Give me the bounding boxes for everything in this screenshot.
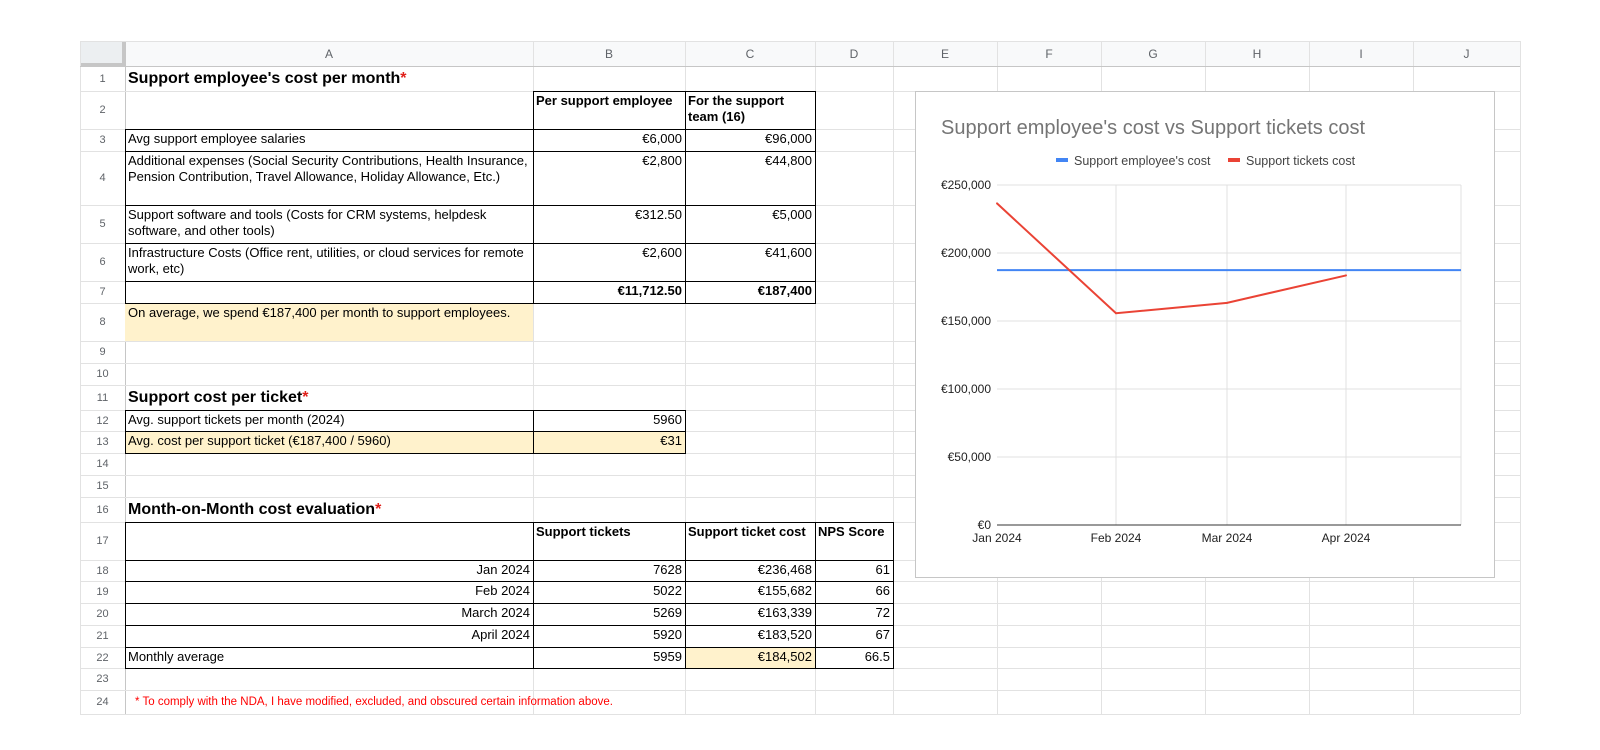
col-header-a[interactable]: A: [324, 46, 333, 61]
row-header-22[interactable]: 22: [96, 651, 109, 664]
cost-apr[interactable]: €183,520: [757, 627, 812, 642]
footnote-asterisk: *: [135, 696, 140, 708]
x-tick-label: Apr 2024: [1321, 531, 1371, 545]
section3-title-text: Month-on-Month cost evaluation: [128, 501, 376, 518]
row-header-5[interactable]: 5: [99, 218, 106, 230]
col-header-g[interactable]: G: [1148, 46, 1158, 61]
row-header-24[interactable]: 24: [96, 696, 109, 708]
avg-cost-per-ticket-label[interactable]: Avg. cost per support ticket (€187,400 / 5960): [128, 433, 391, 448]
monthly-average-nps[interactable]: 66.5: [864, 649, 890, 664]
border-h: [125, 581, 894, 582]
series-line-tickets-cost: [997, 203, 1346, 313]
section2-title-text: Support cost per ticket: [128, 389, 303, 406]
tickets-jan[interactable]: 7628: [653, 562, 682, 577]
border-v: [125, 410, 126, 453]
header-support-tickets[interactable]: Support tickets: [536, 524, 631, 539]
row-header-15[interactable]: 15: [96, 480, 109, 492]
legend-swatch-tickets: [1228, 158, 1240, 162]
border-h: [125, 281, 816, 282]
row-header-13[interactable]: 13: [96, 436, 109, 448]
col-header-h[interactable]: H: [1252, 46, 1262, 61]
border-v: [533, 522, 534, 668]
avg-tickets-label[interactable]: Avg. support tickets per month (2024): [128, 412, 345, 427]
border-h: [125, 303, 816, 304]
row-header-9[interactable]: 9: [99, 346, 106, 358]
chart-legend: [1056, 154, 1356, 168]
grid-col-line: [1520, 41, 1521, 714]
legend-swatch-employee: [1056, 158, 1068, 162]
border-h: [125, 453, 686, 454]
tickets-apr[interactable]: 5920: [653, 627, 682, 642]
x-tick-label: Feb 2024: [1090, 531, 1142, 545]
y-tick-label: €0: [977, 518, 991, 532]
x-tick-label: Mar 2024: [1201, 531, 1253, 545]
row-header-16[interactable]: 16: [96, 503, 109, 516]
cost-mar[interactable]: €163,339: [757, 605, 812, 620]
additional-expenses-per-employee[interactable]: €2,800: [642, 153, 682, 168]
section1-asterisk: *: [400, 70, 407, 87]
row-header-14[interactable]: 14: [96, 458, 109, 470]
infrastructure-per-employee[interactable]: €2,600: [642, 245, 682, 260]
row-header-12[interactable]: 12: [96, 414, 109, 427]
border-h: [125, 243, 816, 244]
additional-expenses-label[interactable]: Additional expenses (Social Security Contributions, Health Insurance, Pension Contribution, Travel Allowance, Holiday Allowance, Etc.): [128, 153, 528, 184]
col-header-i[interactable]: I: [1359, 46, 1363, 61]
data-point-tickets-cost: [1226, 302, 1228, 304]
border-h: [533, 91, 816, 92]
infrastructure-team[interactable]: €41,600: [765, 245, 812, 260]
nps-apr[interactable]: 67: [875, 627, 890, 642]
row-header-6[interactable]: 6: [99, 256, 106, 268]
select-all-corner[interactable]: [80, 41, 125, 66]
chart-plot-area: [941, 178, 1461, 545]
legend-label-employee: Support employee's cost: [1074, 154, 1211, 168]
border-h: [125, 560, 894, 561]
salaries-team[interactable]: €96,000: [765, 131, 812, 146]
border-h: [125, 603, 894, 604]
row-header-20[interactable]: 20: [96, 608, 109, 620]
border-v: [685, 410, 686, 453]
border-v: [893, 522, 894, 668]
y-tick-label: €150,000: [940, 314, 991, 328]
month-apr[interactable]: April 2024: [471, 627, 530, 642]
col-header-c[interactable]: C: [745, 46, 755, 61]
border-v: [815, 91, 816, 303]
data-point-tickets-cost: [1345, 274, 1347, 276]
border-h: [125, 431, 686, 432]
summary-text[interactable]: On average, we spend €187,400 per month to support employees.: [128, 305, 511, 320]
month-feb[interactable]: Feb 2024: [475, 583, 530, 598]
data-point-tickets-cost: [996, 202, 998, 204]
border-h: [125, 205, 816, 206]
footnote-text: To comply with the NDA, I have modified, excluded, and obscured certain information above.: [142, 696, 613, 708]
infrastructure-label[interactable]: Infrastructure Costs (Office rent, utilities, or cloud services for remote work, etc): [128, 245, 524, 276]
border-v: [815, 522, 816, 668]
section1-title[interactable]: [125, 66, 725, 91]
salaries-label[interactable]: Avg support employee salaries: [128, 131, 306, 146]
border-v: [685, 522, 686, 668]
data-point-tickets-cost: [1115, 312, 1117, 314]
monthly-average-tickets[interactable]: 5959: [653, 649, 682, 664]
border-h: [125, 625, 894, 626]
row-header-21[interactable]: 21: [96, 630, 109, 642]
software-tools-per-employee[interactable]: €312.50: [635, 207, 682, 222]
grid-row-line: [80, 714, 1520, 715]
border-v: [125, 522, 126, 668]
row-header-4[interactable]: 4: [99, 172, 106, 184]
col-header-f[interactable]: F: [1045, 46, 1053, 61]
col-header-e[interactable]: E: [940, 46, 949, 61]
header-per-employee[interactable]: Per support employee: [536, 93, 673, 108]
y-tick-label: €100,000: [940, 382, 991, 396]
tickets-feb[interactable]: 5022: [653, 583, 682, 598]
row-header-11[interactable]: 11: [96, 391, 109, 404]
row-header-3[interactable]: 3: [99, 134, 106, 146]
y-tick-label: €250,000: [940, 178, 991, 192]
line-chart[interactable]: [915, 91, 1495, 578]
section3-title[interactable]: [125, 497, 625, 522]
row-header-8[interactable]: 8: [99, 316, 106, 328]
month-mar[interactable]: March 2024: [461, 605, 530, 620]
y-tick-label: €50,000: [947, 450, 991, 464]
section2-title[interactable]: [125, 385, 625, 410]
header-support-ticket-cost[interactable]: Support ticket cost: [688, 524, 806, 539]
y-tick-label: €200,000: [940, 246, 991, 260]
row-header-19[interactable]: 19: [96, 586, 109, 598]
section1-title-text: Support employee's cost per month: [128, 70, 401, 87]
border-h: [125, 522, 894, 523]
total-per-employee[interactable]: €11,712.50: [617, 283, 682, 298]
border-h: [125, 647, 894, 648]
row-header-23[interactable]: 23: [96, 673, 109, 685]
section2-asterisk: *: [302, 389, 309, 406]
month-jan[interactable]: Jan 2024: [476, 562, 530, 577]
border-v: [125, 129, 126, 303]
nps-mar[interactable]: 72: [875, 605, 890, 620]
chart-svg: [916, 92, 1494, 577]
border-h: [125, 410, 686, 411]
border-v: [533, 410, 534, 453]
row-header-1[interactable]: 1: [99, 72, 106, 85]
chart-title: Support employee's cost vs Support tickets cost: [941, 117, 1366, 139]
avg-cost-per-ticket-value[interactable]: €31: [660, 433, 682, 448]
nps-jan[interactable]: 61: [875, 562, 890, 577]
header-nps-score[interactable]: NPS Score: [818, 524, 885, 539]
border-h: [125, 151, 816, 152]
footnote[interactable]: [125, 690, 885, 714]
col-header-d[interactable]: D: [849, 46, 859, 61]
software-tools-label[interactable]: Support software and tools (Costs for CRM systems, helpdesk software, and other tools): [128, 207, 487, 238]
border-v: [533, 91, 534, 303]
monthly-average-cost[interactable]: €184,502: [757, 649, 812, 664]
section3-asterisk: *: [375, 501, 382, 518]
border-v: [685, 91, 686, 303]
cost-feb[interactable]: €155,682: [757, 583, 812, 598]
x-tick-label: Jan 2024: [972, 531, 1022, 545]
salaries-per-employee[interactable]: €6,000: [642, 131, 682, 146]
additional-expenses-team[interactable]: €44,800: [765, 153, 812, 168]
row-header-2[interactable]: 2: [99, 104, 106, 116]
row-header-10[interactable]: 10: [96, 368, 109, 380]
software-tools-team[interactable]: €5,000: [772, 207, 812, 222]
tickets-mar[interactable]: 5269: [653, 605, 682, 620]
legend-label-tickets: Support tickets cost: [1246, 154, 1356, 168]
row-header-17[interactable]: 17: [96, 535, 109, 547]
monthly-average-label[interactable]: Monthly average: [128, 649, 225, 664]
nps-feb[interactable]: 66: [875, 583, 890, 598]
header-support-team[interactable]: For the support team (16): [688, 93, 785, 124]
row-header-18[interactable]: 18: [96, 564, 109, 577]
border-h: [125, 668, 894, 669]
border-h: [125, 129, 816, 130]
col-header-b[interactable]: B: [604, 46, 613, 61]
avg-tickets-value[interactable]: 5960: [653, 412, 682, 427]
row-header-7[interactable]: 7: [99, 286, 106, 298]
col-header-j[interactable]: J: [1463, 46, 1470, 61]
cost-jan[interactable]: €236,468: [757, 562, 812, 577]
total-team[interactable]: €187,400: [757, 283, 812, 298]
